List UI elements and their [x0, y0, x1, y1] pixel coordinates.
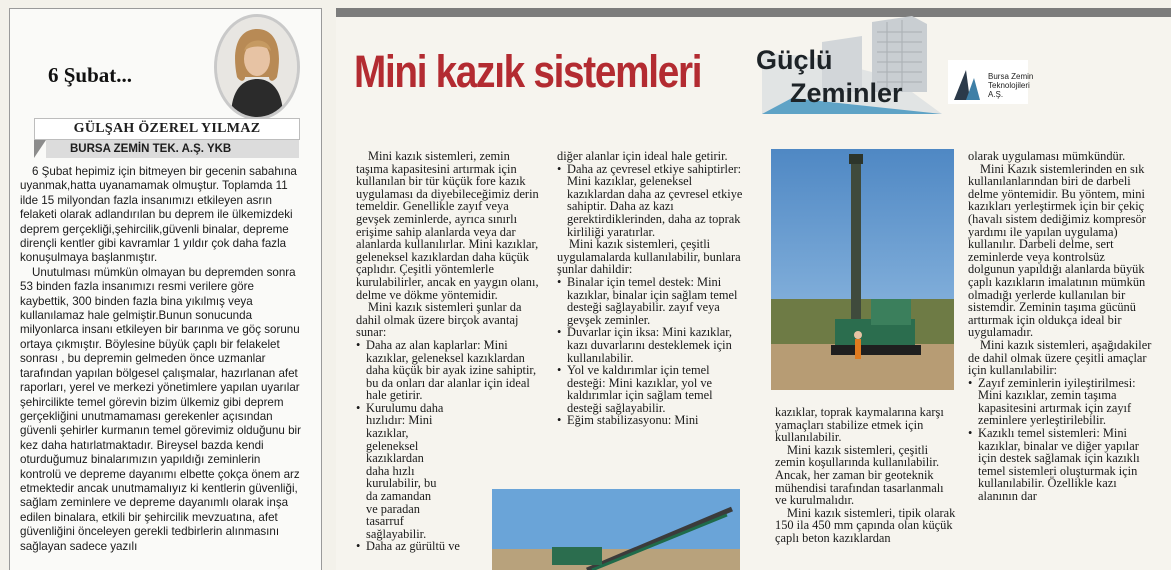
list-item: • Zayıf zeminlerin iyileştirilmesi: Mini kazıklar, zemin taşıma kapasitesini artırmak için zayıf zeminlere yerleştirilebilir.	[968, 377, 1154, 427]
article-column-2	[557, 150, 743, 427]
paragraph: olarak uygulaması mümkündür.	[968, 149, 1126, 163]
article-column-3	[775, 406, 957, 545]
drilling-rig-photo	[771, 149, 954, 390]
company-logo-text: Bursa Zemin Teknolojileri A.Ş.	[988, 72, 1034, 99]
list-item: • Daha az gürültü ve	[356, 540, 542, 553]
paragraph: Mini kazık sistemleri şunlar da dahil olmak üzere birçok avantaj sunar:	[356, 300, 522, 340]
author-company: BURSA ZEMİN TEK. A.Ş. YKB	[46, 140, 299, 158]
list-item: • Daha az çevresel etkiye sahiptirler: Mini kazıklar, geleneksel kazıklardan daha az çevresel etkiye sahiptir. Daha az kazı gerektirdiklerinden, daha az toprak kirliliği yaratırlar.	[557, 163, 743, 239]
paragraph: kazıklar, toprak kaymalarına karşı yamaçları stabilize etmek için kullanılabilir.	[775, 405, 944, 445]
construction-site-photo	[492, 489, 740, 570]
list-item: • Binalar için temel destek: Mini kazıklar, binalar için sağlam temel desteği sağlayabilir. zayıf veya gevşek zeminler.	[557, 276, 743, 326]
brand-logo-line2: Zeminler	[790, 78, 903, 108]
paragraph: Mini kazık sistemleri, aşağıdakiler de dahil olmak üzere çeşitli amaçlar için kullanılabilir:	[968, 337, 1152, 378]
brand-logo-line1: Güçlü	[756, 45, 833, 75]
paragraph: Mini kazık sistemleri, çeşitli zemin koşullarında kullanılabilir. Ancak, her zaman bir geoteknik mühendisi tarafından tasarlanmalı ve kurulmalıdır.	[775, 442, 944, 508]
left-paragraph: 6 Şubat hepimiz için bitmeyen bir gecenin sabahına uyanmak,hatta uyanamamak olmuştur. Toplamda 11 ilde 15 milyondan fazla insanımızı etkileyen asrın felaketi olarak adlandırılan bu deprem ile ülkemizdeki deprem gerçekliği,şehircilik,güvenli binalar, depreme dirençli kentler gibi kavramlar 1 yıldır çok daha fazla konuşulmaya başlanmıştır.	[20, 165, 297, 265]
paragraph: Mini Kazık sistemlerinden en sık kullanılanlarından biri de darbeli delme yöntemidir. Bu yöntem, mini kazıkları yerleştirmek için bir çekiç (havalı sistem dediğimiz kompresör yardımı ile yapılan uygulama) kullanılır. Darbeli delme, sert zeminlerde veya kontrolsüz dolgunun yapıldığı alanlarda büyük çaplı kazıkların imalatının mümkün olmadığı yerlerde kullanılan bir sistemdir. Zeminin taşıma gücünü arttırmak için oldukça ideal bir uygulamadır.	[968, 161, 1146, 340]
author-name: GÜLŞAH ÖZEREL YILMAZ	[34, 118, 300, 140]
article-headline: Mini kazık sistemleri	[354, 46, 702, 97]
left-paragraph: Unutulması mümkün olmayan bu depremden sonra 53 binden fazla insanımızı resmi verilere göre kaybettik, 300 binden fazla bina yıkılmış veya kullanılamaz hale gelmiştir.Bunun sonucunda milyonlarca insanı etkileyen bir barınma ve göç sorunu ortaya çıkmıştır. Böylesine büyük çaplı bir felakelet sonrası , bu depremin gelmeden önce uzmanlar tarafından yapılan bölgesel çalışmalar, hazırlanan afet raporları, yerel ve merkezi yönetimlere yapılan uyarılar şehircilikte temel görevin bizim ülkemiz gibi deprem gerçekliğini unutmamaması gerekenler açısından güvenli şehirler kurmanın temel görevimiz olduğunu bir kez daha hatırlatmaktadır. Bireysel bazda kendi oturduğumuz binalarımızın yapıldığı zeminlerin kontrolü ve depreme dayanımı elbette çokça önem arz etmektedir ancak unutmamalıyız ki kentlerin güvenliği, sağlam zeminlere ve depreme dayanımlı olarak inşa edilen binalara, etkili bir şehircilik mevzuatına, afet güvenliğini önceleyen gerekli tedbirlerin alınmasını sağlayan sadece yazılı	[20, 265, 301, 553]
company-bar-accent	[34, 140, 46, 158]
list-item: • Kazıklı temel sistemleri: Mini kazıklar, binalar ve diğer yapılar için destek sağlamak için kazıklı temel sistemleri oluşturmak için kullanılabilir. Özellikle kazı alanının dar	[968, 427, 1154, 503]
list-item-text: • Kurulumu daha hızlıdır: Mini kazıklar, geleneksel kazıklardan daha hızlı kurulabilir, bu da zamandan ve paradan tasarruf sağlayabilir.	[366, 400, 444, 541]
left-article-text	[20, 165, 304, 554]
list-item: • Eğim stabilizasyonu: Mini	[557, 414, 743, 427]
column-title: 6 Şubat...	[48, 63, 133, 87]
list-item: • Duvarlar için iksa: Mini kazıklar, kazı duvarlarını desteklemek için kullanılabilir.	[557, 326, 743, 364]
paragraph: Mini kazık sistemleri, çeşitli uygulamalarda kullanılabilir, bunlara şunlar dahildir:	[557, 237, 741, 277]
article-column-4	[968, 150, 1154, 503]
author-photo	[214, 14, 300, 120]
paragraph: Mini kazık sistemleri, tipik olarak 150 ila 450 mm çapında olan küçük çaplı beton kazıklardan	[775, 505, 956, 545]
list-item: • Daha az alan kaplarlar: Mini kazıklar, geleneksel kazıklardan daha küçük bir ayak izine sahiptir, bu da onları dar alanlar için ideal hale getirir.	[356, 339, 542, 402]
list-item: • Yol ve kaldırımlar için temel desteği: Mini kazıklar, yol ve kaldırımlar için sağlam temel desteği sağlayabilir.	[557, 364, 743, 414]
paragraph: Mini kazık sistemleri, zemin taşıma kapasitesini artırmak için kullanılan bir tür küçük fore kazık uygulaması da diyebileceğimiz derin temeldir. Genellikle zayıf veya gevşek zeminlerde, ayrıca sınırlı erişime sahip alanlarda veya dar alanlarda kullanılırlar. Mini kazıklar, geleneksel kazıklardan daha küçük çaplıdır. Çeşitli yöntemlerle kurulabilirler, ancak en yaygın olanı, delme ve dökme yöntemidir.	[356, 149, 539, 302]
paragraph: diğer alanlar için ideal hale getirir.	[557, 149, 728, 163]
